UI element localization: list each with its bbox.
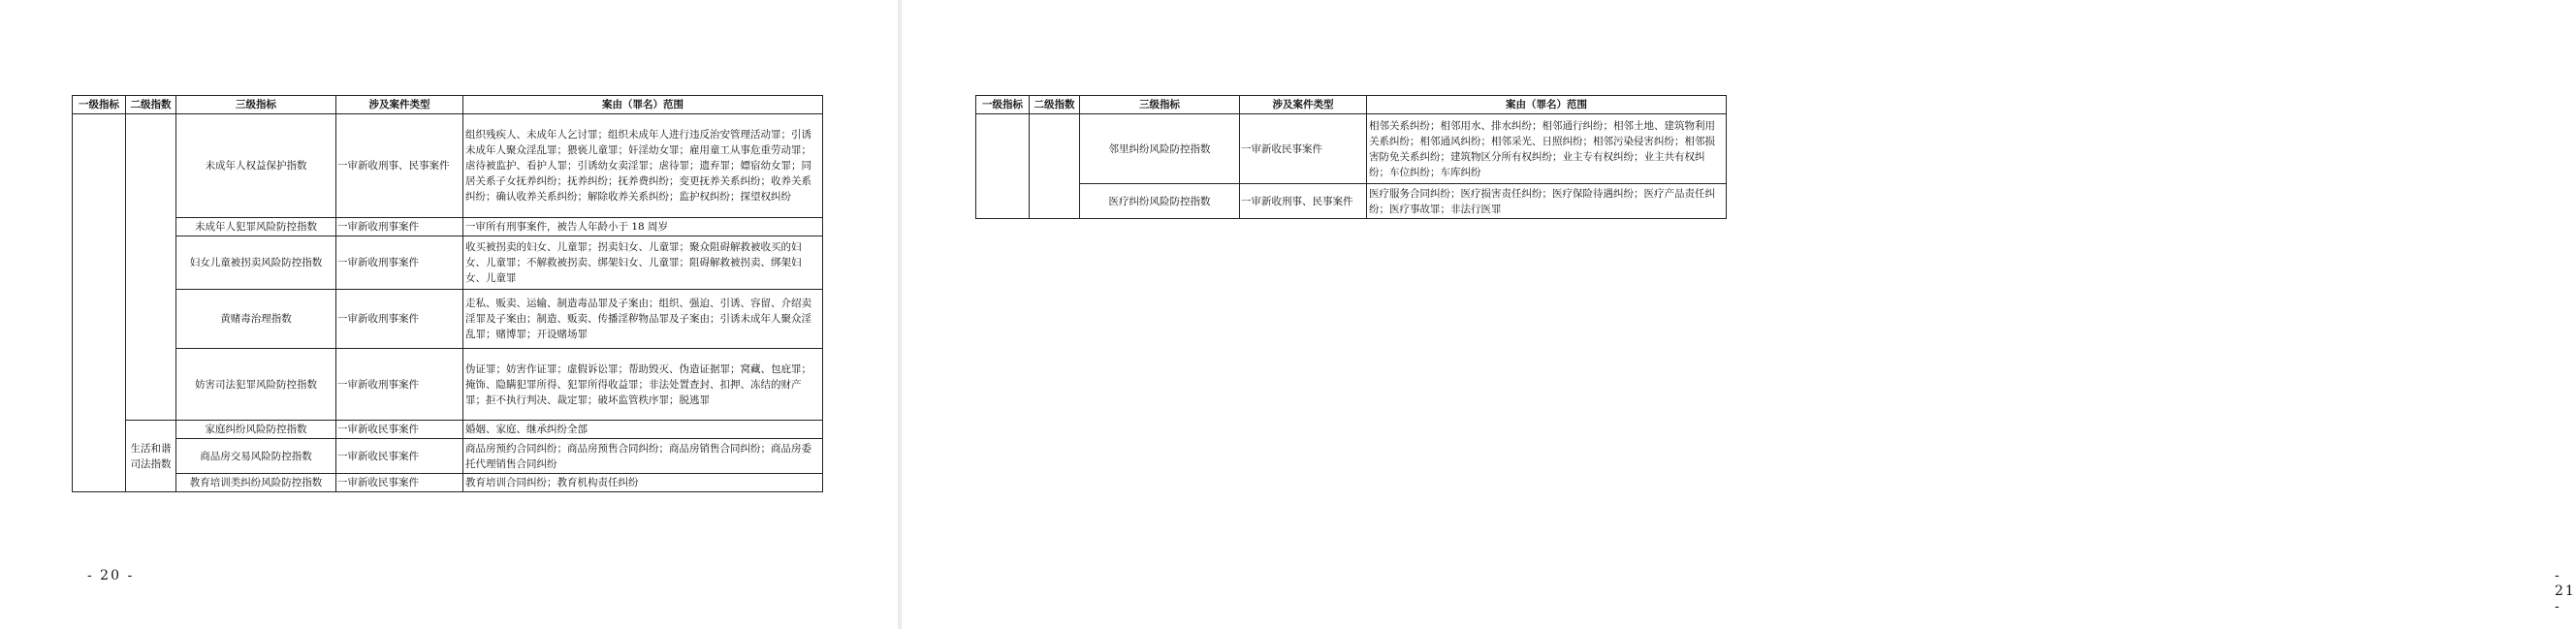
indicator-table-right xyxy=(975,95,1727,219)
scope-cell: 商品房预约合同纠纷；商品房预售合同纠纷；商品房销售合同纠纷；商品房委托代理销售合同纠纷 xyxy=(463,439,823,474)
header-case-type: 涉及案件类型 xyxy=(336,96,463,114)
indicator-cell: 妨害司法犯罪风险防控指数 xyxy=(176,349,336,421)
scope-cell: 教育培训合同纠纷；教育机构责任纠纷 xyxy=(463,474,823,492)
header-level2: 二级指数 xyxy=(1030,96,1080,114)
indicator-cell: 商品房交易风险防控指数 xyxy=(176,439,336,474)
indicator-cell: 教育培训类纠纷风险防控指数 xyxy=(176,474,336,492)
right-page xyxy=(902,0,2576,629)
scope-cell: 一审所有刑事案件，被告人年龄小于 18 周岁 xyxy=(463,218,823,236)
header-scope: 案由（罪名）范围 xyxy=(1367,96,1727,114)
indicator-cell: 家庭纠纷风险防控指数 xyxy=(176,421,336,439)
case-type-cell: 一审新收民事案件 xyxy=(336,474,463,492)
level2-cell xyxy=(1030,114,1080,219)
table-row xyxy=(73,421,823,439)
indicator-cell: 未成年人犯罪风险防控指数 xyxy=(176,218,336,236)
indicator-cell: 黄赌毒治理指数 xyxy=(176,290,336,349)
header-level1: 一级指标 xyxy=(976,96,1030,114)
case-type-cell: 一审新收民事案件 xyxy=(1240,114,1367,184)
page-number: - 20 - xyxy=(87,568,135,583)
level2-cell-empty xyxy=(126,114,176,421)
scope-cell: 收买被拐卖的妇女、儿童罪；拐卖妇女、儿童罪；聚众阻碍解救被收买的妇女、儿童罪；不解救被拐卖、绑架妇女、儿童罪；阻碍解救被拐卖、绑架妇女、儿童罪 xyxy=(463,236,823,290)
header-level3: 三级指标 xyxy=(176,96,336,114)
page-number: - 21 - xyxy=(2555,568,2576,614)
case-type-cell: 一审新收刑事案件 xyxy=(336,236,463,290)
case-type-cell: 一审新收民事案件 xyxy=(336,439,463,474)
case-type-cell: 一审新收刑事案件 xyxy=(336,349,463,421)
scope-cell: 婚姻、家庭、继承纠纷全部 xyxy=(463,421,823,439)
table-row xyxy=(73,218,823,236)
indicator-cell: 邻里纠纷风险防控指数 xyxy=(1080,114,1240,184)
table-header-row xyxy=(73,96,823,114)
scope-cell: 组织残疾人、未成年人乞讨罪；组织未成年人进行违反治安管理活动罪；引诱未成年人聚众淫乱罪；猥亵儿童罪；奸淫幼女罪；雇用童工从事危重劳动罪；虐待被监护、看护人罪；引诱幼女卖淫罪；虐待罪；遗弃罪；嫖宿幼女罪；同居关系子女抚养纠纷；抚养纠纷；抚养费纠纷；变更抚养关系纠纷；收养关系纠纷；确认收养关系纠纷；解除收养关系纠纷；监护权纠纷；探望权纠纷 xyxy=(463,114,823,218)
scope-cell: 走私、贩卖、运输、制造毒品罪及子案由；组织、强迫、引诱、容留、介绍卖淫罪及子案由；制造、贩卖、传播淫秽物品罪及子案由；引诱未成年人聚众淫乱罪；赌博罪；开设赌场罪 xyxy=(463,290,823,349)
scope-cell: 医疗服务合同纠纷；医疗损害责任纠纷；医疗保险待遇纠纷；医疗产品责任纠纷；医疗事故罪；非法行医罪 xyxy=(1367,184,1727,219)
table-row xyxy=(976,184,1727,219)
header-scope: 案由（罪名）范围 xyxy=(463,96,823,114)
level2-cell: 生活和谐司法指数 xyxy=(126,421,176,492)
left-page xyxy=(0,0,898,629)
table-row xyxy=(73,474,823,492)
case-type-cell: 一审新收刑事、民事案件 xyxy=(1240,184,1367,219)
table-row xyxy=(73,349,823,421)
case-type-cell: 一审新收刑事、民事案件 xyxy=(336,114,463,218)
case-type-cell: 一审新收刑事案件 xyxy=(336,218,463,236)
indicator-cell: 未成年人权益保护指数 xyxy=(176,114,336,218)
table-row xyxy=(976,114,1727,184)
header-level1: 一级指标 xyxy=(73,96,126,114)
indicator-cell: 妇女儿童被拐卖风险防控指数 xyxy=(176,236,336,290)
level1-cell xyxy=(73,114,126,492)
table-row xyxy=(73,439,823,474)
header-level2: 二级指数 xyxy=(126,96,176,114)
table-row xyxy=(73,236,823,290)
indicator-cell: 医疗纠纷风险防控指数 xyxy=(1080,184,1240,219)
header-case-type: 涉及案件类型 xyxy=(1240,96,1367,114)
table-row xyxy=(73,290,823,349)
table-header-row xyxy=(976,96,1727,114)
scope-cell: 相邻关系纠纷；相邻用水、排水纠纷；相邻通行纠纷；相邻土地、建筑物利用关系纠纷；相邻通风纠纷；相邻采光、日照纠纷；相邻污染侵害纠纷；相邻损害防免关系纠纷；建筑物区分所有权纠纷；业主专有权纠纷；业主共有权纠纷；车位纠纷；车库纠纷 xyxy=(1367,114,1727,184)
indicator-table-left xyxy=(72,95,823,492)
level1-cell xyxy=(976,114,1030,219)
scope-cell: 伪证罪；妨害作证罪；虚假诉讼罪；帮助毁灭、伪造证据罪；窝藏、包庇罪；掩饰、隐瞒犯罪所得、犯罪所得收益罪；非法处置查封、扣押、冻结的财产罪；拒不执行判决、裁定罪；破坏监管秩序罪；脱逃罪 xyxy=(463,349,823,421)
case-type-cell: 一审新收民事案件 xyxy=(336,421,463,439)
table-row xyxy=(73,114,823,218)
header-level3: 三级指标 xyxy=(1080,96,1240,114)
case-type-cell: 一审新收刑事案件 xyxy=(336,290,463,349)
